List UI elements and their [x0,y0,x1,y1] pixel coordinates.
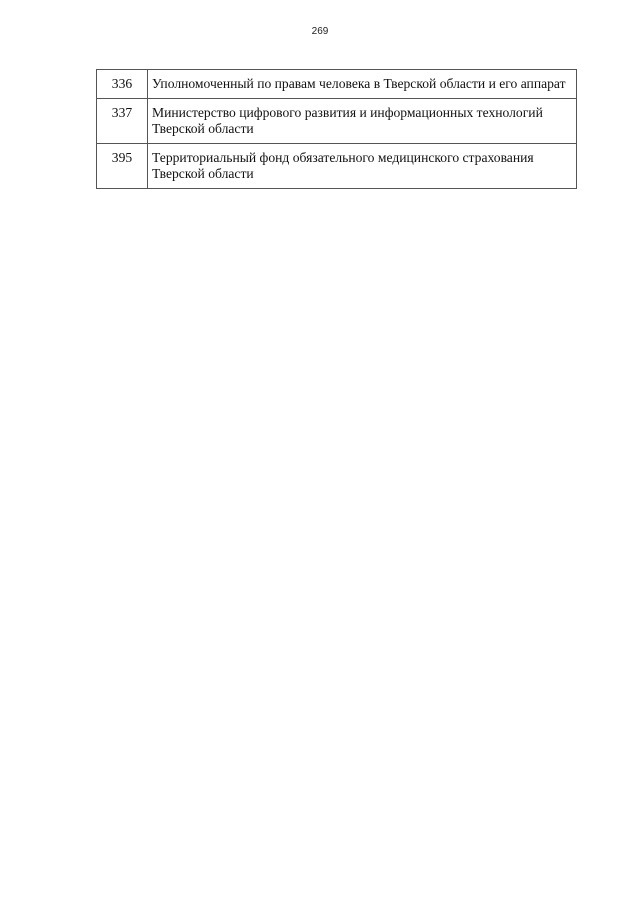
table-row [97,70,577,99]
row-code: 337 [97,99,148,144]
organization-table [96,69,577,189]
table-row [97,144,577,189]
row-name: Министерство цифрового развития и информационных технологий Тверской области [148,99,577,144]
page-number: 269 [311,26,329,37]
row-code: 395 [97,144,148,189]
row-name: Уполномоченный по правам человека в Тверской области и его аппарат [148,70,577,99]
table-row [97,99,577,144]
row-code: 336 [97,70,148,99]
row-name: Территориальный фонд обязательного медицинского страхования Тверской области [148,144,577,189]
